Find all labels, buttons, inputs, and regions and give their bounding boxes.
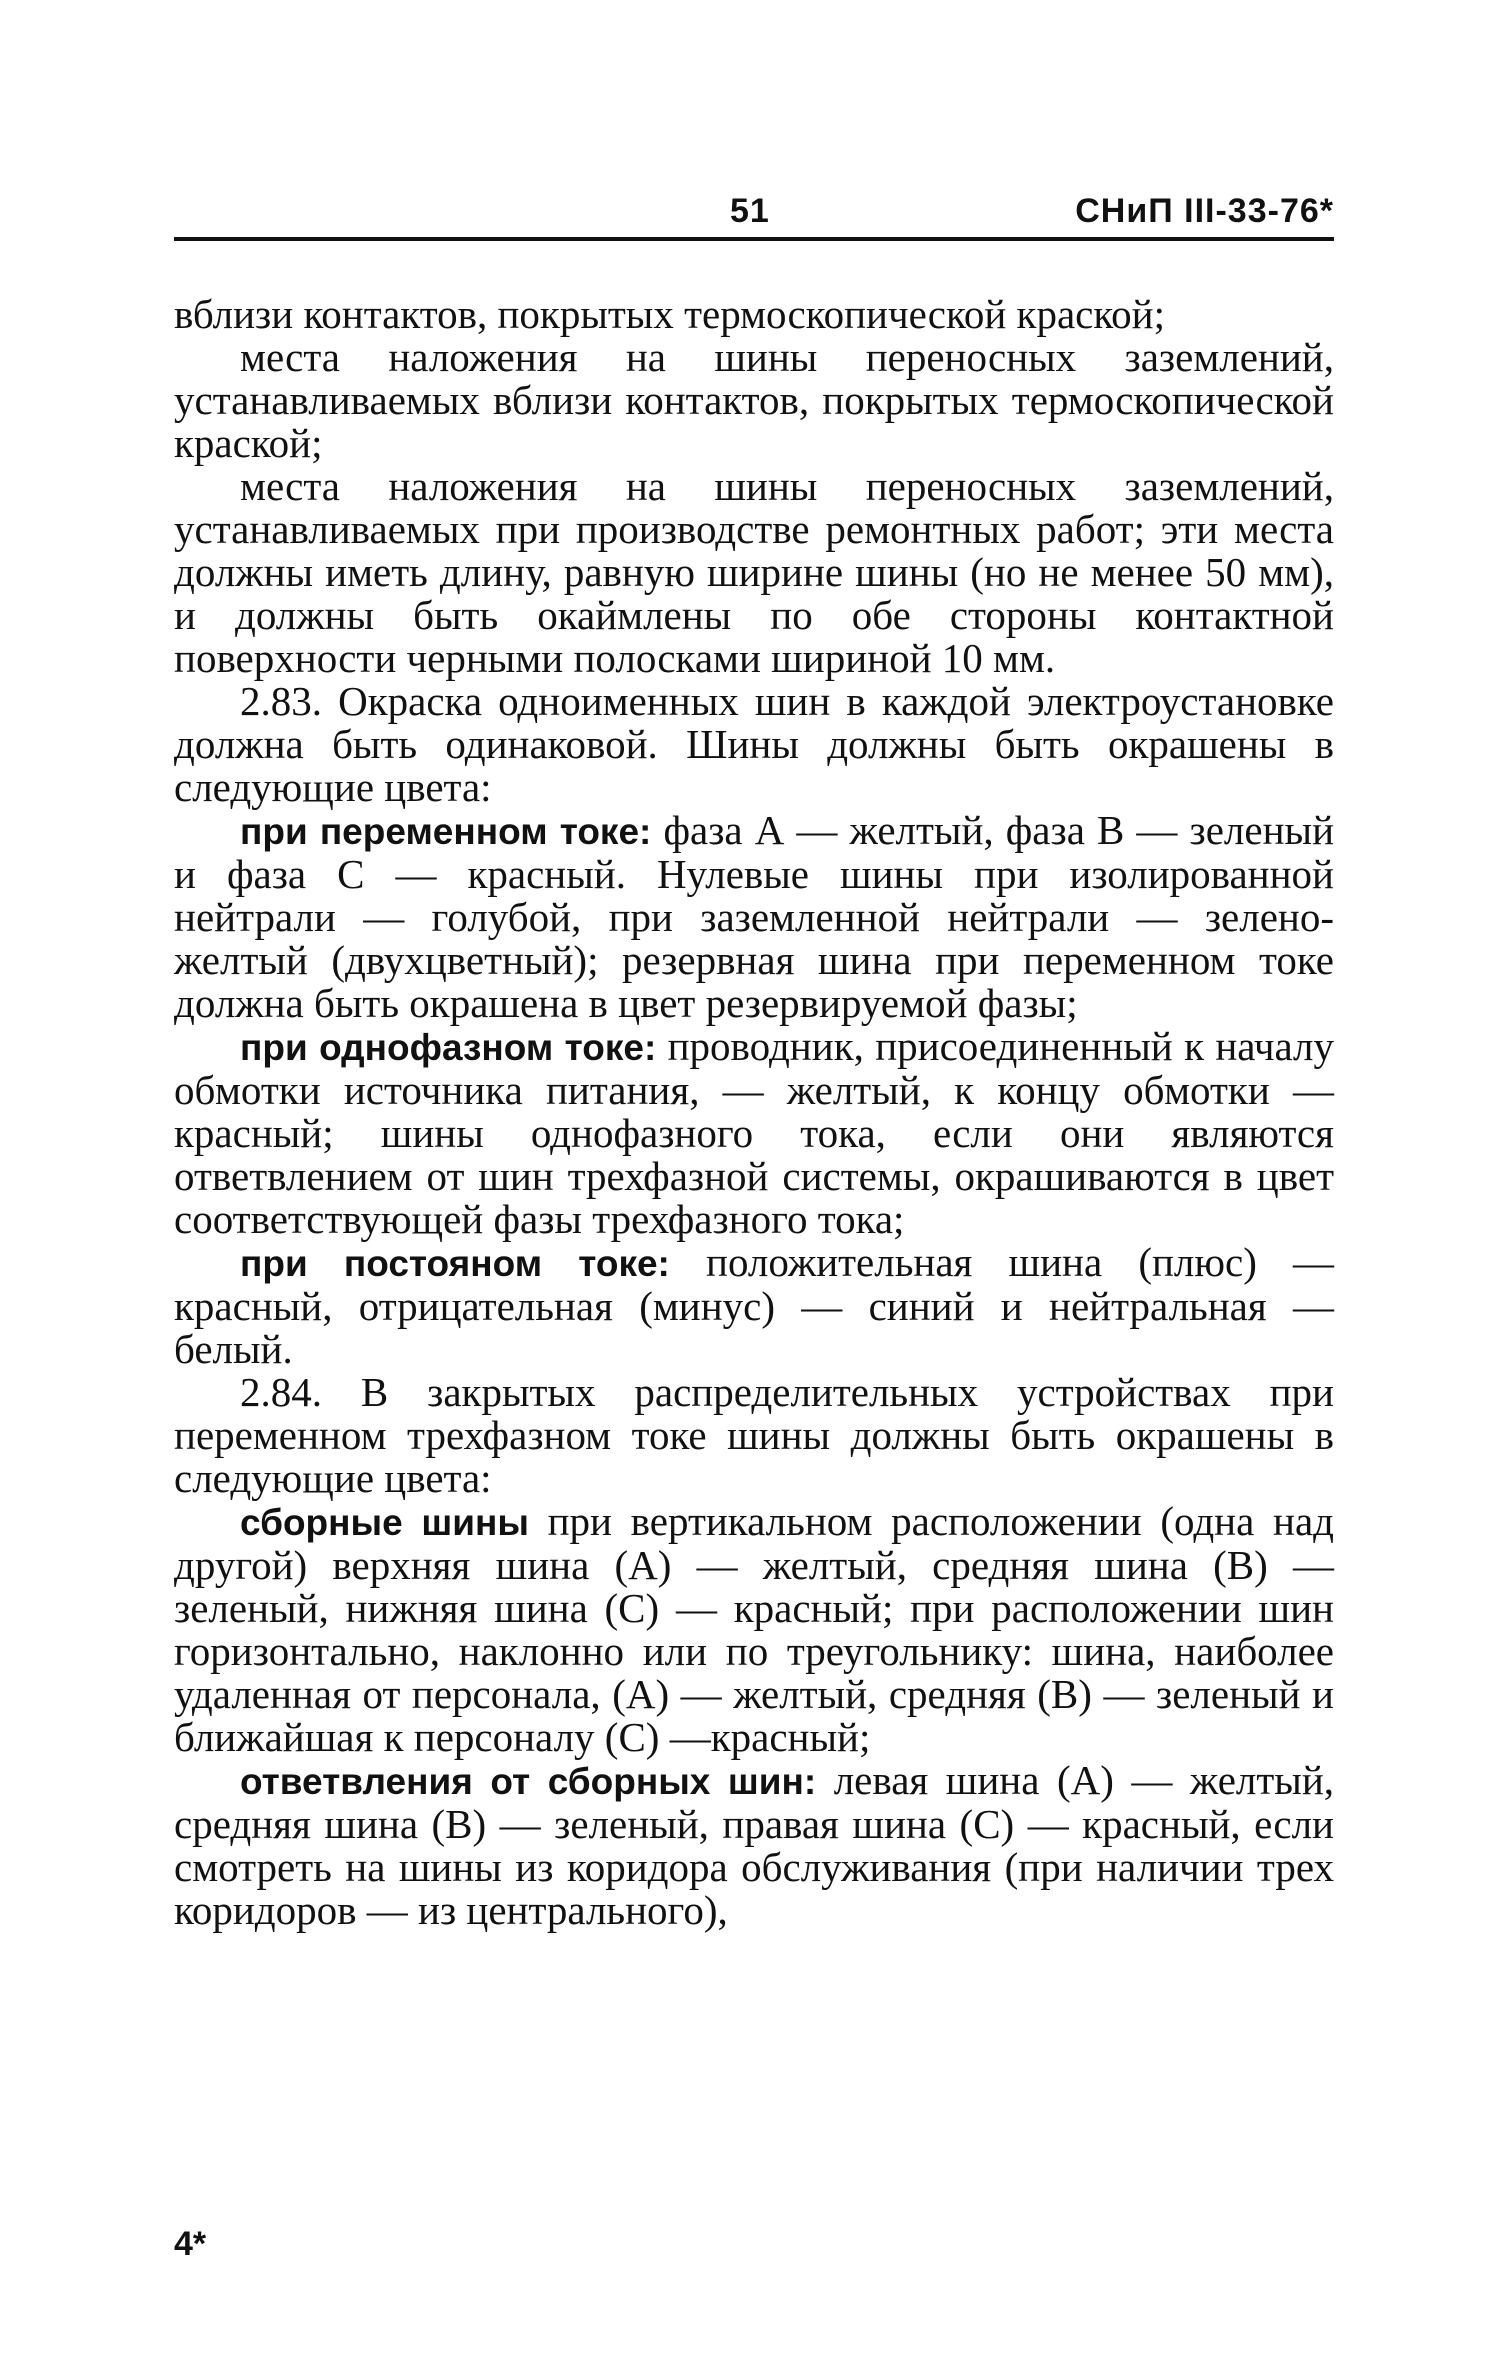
paragraph [174,465,1334,680]
paragraph-text: места наложения на шины переносных заземлений, устанавливаемых при производстве ремонтных работ; эти места должны иметь длину, равную ширине шины (но не менее 50 мм), и должны быть окаймлены по обе стороны контактной поверхности черными полосками шириной 10 мм. [174,463,1334,681]
signature-mark: 4* [174,2225,207,2263]
paragraph-lead: при переменном токе: [240,811,652,852]
section-2-84 [174,1371,1334,1500]
paragraph [174,809,1334,1025]
paragraph-text: вблизи контактов, покрытых термоскопической краской; [174,291,1166,337]
paragraph-lead: сборные шины [240,1502,529,1543]
paragraph [174,1500,1334,1759]
paragraph-text: проводник, присоединенный к началу обмотки источника питания, — желтый, к концу обмотки — красный; шины однофазного тока, если они являются ответвлением от шин трехфазной системы, окрашиваются в цвет соответствующей фазы трехфазного тока; [174,1023,1334,1242]
header-rule [174,237,1334,241]
paragraph [174,336,1334,465]
paragraph-text: при вертикальном расположении (одна над другой) верхняя шина (А) — желтый, средняя шина (В) — зеленый, нижняя шина (С) — красный; при расположении шин горизонтально, наклонно или по треугольнику: шина, наиболее удаленная от персонала, (А) — желтый, средняя (В) — зеленый и ближайшая к персоналу (С) —красный; [174,1498,1335,1760]
paragraph-text: левая шина (А) — желтый, средняя шина (В) — зеленый, правая шина (С) — красный, если смотреть на шины из коридора обслуживания (при наличии трех коридоров — из центрального), [174,1757,1335,1933]
paragraph [174,293,1334,336]
paragraph-text: 2.83. Окраска одноименных шин в каждой электроустановке должна быть одинаковой. Шины должны быть окрашены в следующие цвета: [174,678,1334,810]
paragraph-lead: ответвления от сборных шин: [240,1761,817,1802]
paragraph [174,1025,1334,1241]
paragraph [174,1759,1334,1932]
document-body [174,293,1334,1932]
paragraph-lead: при постояном токе: [240,1243,670,1284]
paragraph-text: фаза А — желтый, фаза В — зеленый и фаза С — красный. Нулевые шины при изолированной нейтрали — голубой, при заземленной нейтрали — зелено-желтый (двухцветный); резервная шина при переменном токе должна быть окрашена в цвет резервируемой фазы; [174,807,1335,1026]
paragraph-text: 2.84. В закрытых распределительных устройствах при переменном трехфазном токе шины должны быть окрашены в следующие цвета: [174,1369,1334,1501]
paragraph-text: места наложения на шины переносных заземлений, устанавливаемых вблизи контактов, покрытых термоскопической краской; [174,334,1334,466]
paragraph-text: положительная шина (плюс) — красный, отрицательная (минус) — синий и нейтральная — белый. [174,1239,1334,1372]
page-header [174,180,1334,232]
section-2-83 [174,680,1334,809]
paragraph [174,1241,1334,1371]
paragraph-lead: при однофазном токе: [240,1027,657,1068]
page-number: 51 [730,192,770,230]
document-page [174,180,1334,2300]
document-code: СНиП III-33-76* [1075,192,1334,230]
